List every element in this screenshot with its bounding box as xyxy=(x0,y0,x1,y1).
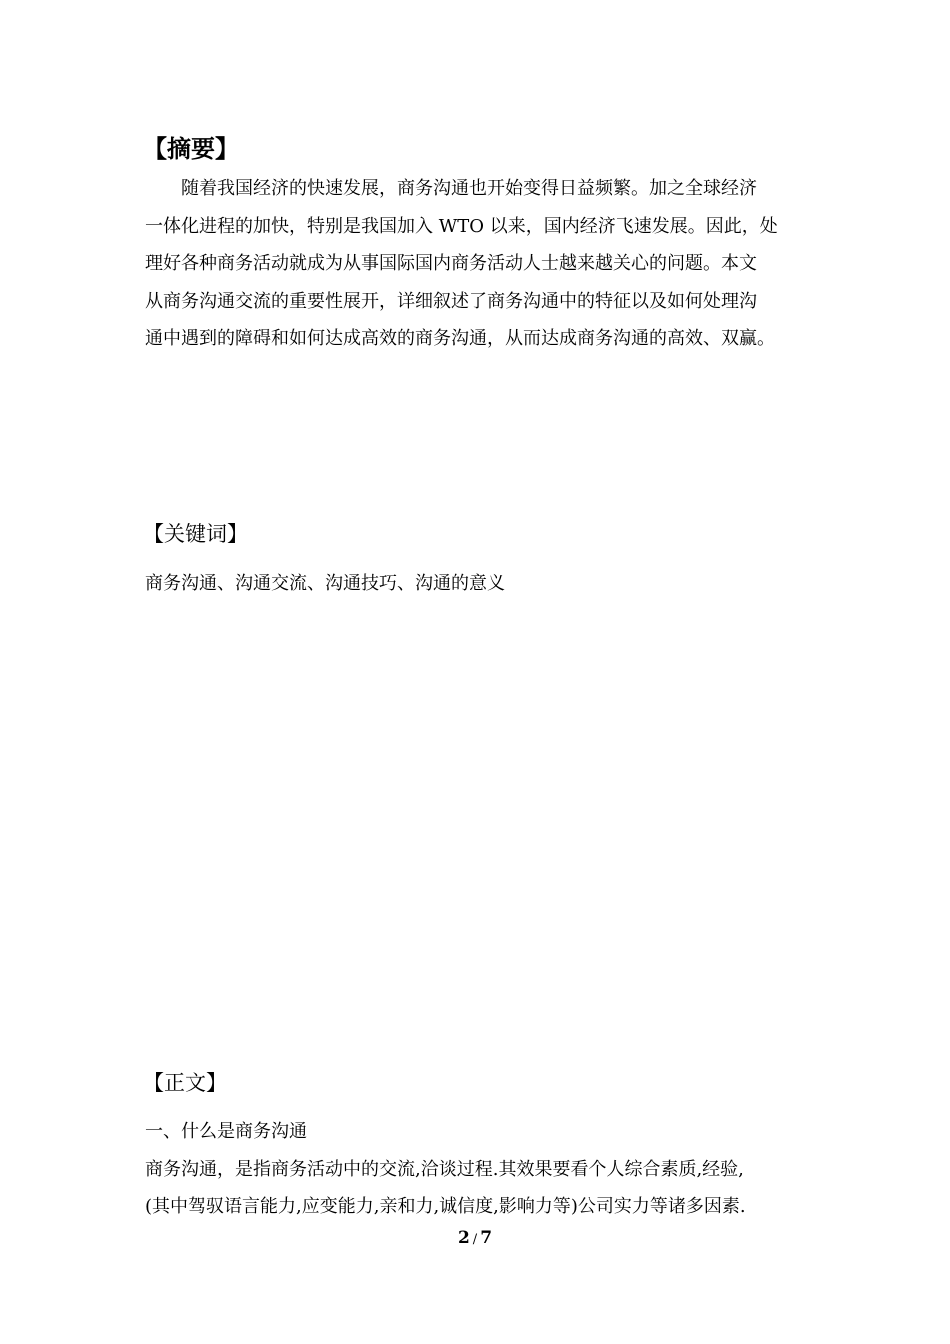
keywords-heading: 【关键词】 xyxy=(143,522,248,546)
abstract-line: 随着我国经济的快速发展，商务沟通也开始变得日益频繁。加之全球经济 xyxy=(181,178,757,199)
page-number-total: 7 xyxy=(480,1228,493,1248)
main-body-line: (其中驾驭语言能力,应变能力,亲和力,诚信度,影响力等)公司实力等诸多因素. xyxy=(145,1196,746,1217)
page-number xyxy=(0,1226,950,1252)
main-text-heading: 【正文】 xyxy=(143,1071,227,1095)
abstract-line: 理好各种商务活动就成为从事国际国内商务活动人士越来越关心的问题。本文 xyxy=(145,253,757,274)
abstract-line: 一体化进程的加快，特别是我国加入 WTO 以来，国内经济飞速发展。因此，处 xyxy=(145,215,778,237)
abstract-body xyxy=(145,170,825,358)
section-title: 一、什么是商务沟通 xyxy=(145,1121,307,1142)
abstract-heading: 【摘要】 xyxy=(143,134,239,163)
main-body xyxy=(145,1151,825,1225)
abstract-line: 从商务沟通交流的重要性展开，详细叙述了商务沟通中的特征以及如何处理沟 xyxy=(145,290,757,312)
main-body-line: 商务沟通，是指商务活动中的交流,洽谈过程.其效果要看个人综合素质,经验, xyxy=(145,1159,744,1180)
abstract-line: 通中遇到的障碍和如何达成高效的商务沟通，从而达成商务沟通的高效、双赢。 xyxy=(145,328,775,349)
keywords-text: 商务沟通、沟通交流、沟通技巧、沟通的意义 xyxy=(145,573,505,594)
page-number-current: 2 xyxy=(457,1228,470,1248)
page-number-separator: / xyxy=(472,1232,478,1247)
